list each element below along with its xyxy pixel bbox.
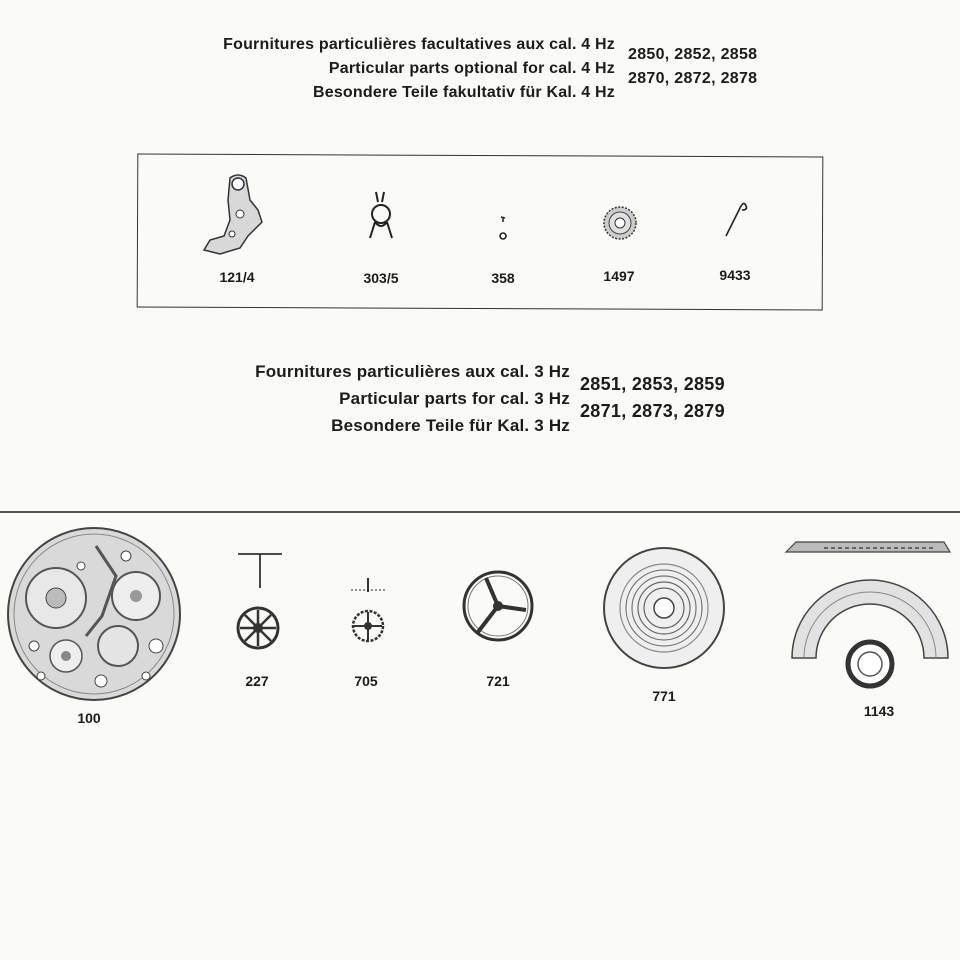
- balance-wheel-icon: [460, 568, 536, 644]
- part-227: [230, 548, 290, 658]
- part-label-227: 227: [245, 673, 269, 689]
- part-label-9433: 9433: [719, 267, 751, 283]
- calibres-3hz-row-2: 2871, 2873, 2879: [580, 401, 725, 421]
- part-label-721: 721: [486, 673, 510, 689]
- screw-icon: [496, 214, 510, 244]
- part-label-303-5: 303/5: [363, 270, 399, 286]
- part-label-771: 771: [652, 688, 676, 704]
- calibres-3hz-row-1: 2851, 2853, 2859: [580, 374, 725, 394]
- part-303-5: [366, 190, 396, 246]
- header-4hz-line-en: Particular parts optional for cal. 4 Hz: [328, 60, 615, 77]
- part-label-1143: 1143: [863, 703, 895, 719]
- wire-spring-icon: [722, 198, 752, 240]
- part-721: [460, 568, 536, 644]
- rotor-icon: [784, 538, 954, 690]
- spring-clip-icon: [366, 190, 396, 246]
- header-3hz-line-de: Besondere Teile für Kal. 3 Hz: [331, 416, 570, 435]
- part-label-100: 100: [77, 710, 101, 726]
- part-358: [496, 214, 510, 244]
- movement-icon: [6, 526, 182, 702]
- lever-icon: [200, 170, 270, 260]
- part-label-358: 358: [491, 270, 515, 286]
- gear-icon: [600, 203, 640, 243]
- part-label-705: 705: [354, 673, 378, 689]
- part-1497: [600, 203, 640, 243]
- header-3hz-line-en: Particular parts for cal. 3 Hz: [339, 389, 570, 408]
- calibres-4hz-row-1: 2850, 2852, 2858: [628, 46, 758, 63]
- section-divider: [0, 511, 960, 513]
- part-label-121-4: 121/4: [219, 269, 255, 285]
- part-121-4: [200, 170, 270, 260]
- header-4hz-line-de: Besondere Teile fakultativ für Kal. 4 Hz: [312, 84, 615, 101]
- header-3hz-line-fr: Fournitures particulières aux cal. 3 Hz: [255, 362, 570, 381]
- hairspring-icon: [600, 544, 728, 672]
- wheel-with-pinion-icon: [230, 548, 290, 658]
- calibres-4hz-row-2: 2870, 2872, 2878: [628, 70, 758, 87]
- part-705: [345, 570, 391, 650]
- part-100: [6, 526, 182, 702]
- part-771: [600, 544, 728, 672]
- part-9433: [722, 198, 752, 240]
- part-1143: [784, 538, 954, 690]
- header-4hz-line-fr: Fournitures particulières facultatives aux cal. 4 Hz: [223, 36, 615, 53]
- escape-wheel-icon: [345, 570, 391, 650]
- part-label-1497: 1497: [603, 268, 635, 284]
